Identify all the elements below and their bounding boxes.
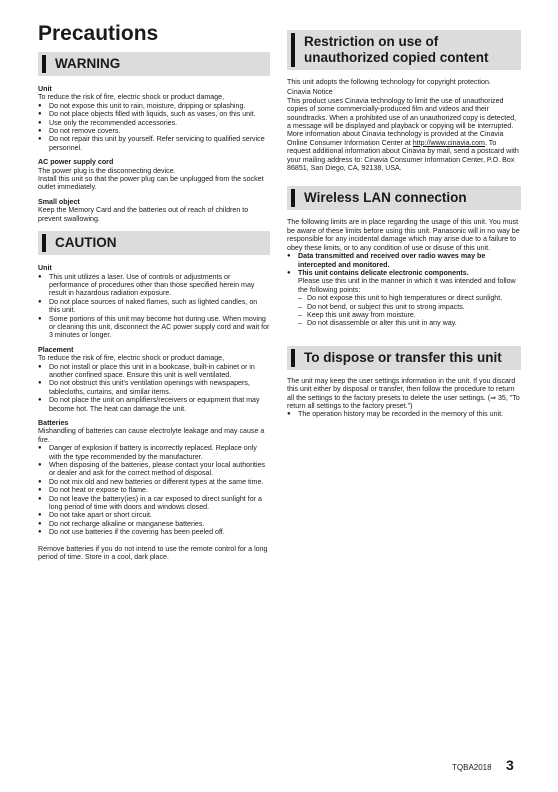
ac-cord-line2: Install this unit so that the power plug can be unplugged from the socket outlet immediately. — [38, 175, 264, 192]
list-item: – Do not disassemble or alter this unit in any way. — [298, 319, 521, 327]
ac-cord-line1: The power plug is the disconnecting device. — [38, 166, 176, 175]
list-item: ● This unit utilizes a laser. Use of controls or adjustments or performance of procedures other than those specified herein may result in hazardous radiation exposure. — [38, 273, 270, 298]
list-item: – Do not bend, or subject this unit to strong impacts. — [298, 303, 521, 311]
list-item: ● Do not remove covers. — [38, 127, 270, 135]
list-item: ● The operation history may be recorded in the memory of this unit. — [287, 410, 521, 418]
cinavia-link[interactable]: http://www.cinavia.com — [412, 138, 485, 147]
list-item: ● Do not heat or expose to flame. — [38, 486, 270, 494]
wireless-intro: The following limits are in place regarding the usage of this unit. You must be aware of these limits before using this unit. Panasonic will in no way be responsible for any incidental damage which may arise due to a failure to obey these limits, or to any condition of use or disuse of this unit. — [287, 218, 520, 252]
list-item: – Do not expose this unit to high temperatures or direct sunlight. — [298, 294, 521, 302]
list-item: ● Do not mix old and new batteries or different types at the same time. — [38, 478, 270, 486]
page-number: 3 — [506, 757, 514, 773]
warning-unit-intro: To reduce the risk of fire, electric shock or product damage, — [38, 93, 225, 102]
small-object-text: Keep the Memory Card and the batteries out of reach of children to prevent swallowing. — [38, 206, 249, 223]
wireless-list — [287, 252, 521, 277]
list-item: ● Do not install or place this unit in a bookcase, built-in cabinet or in another confined space. Ensure this unit is well ventilated. — [38, 363, 270, 380]
list-item: ● Do not take apart or short circuit. — [38, 511, 270, 519]
warning-unit-title: Unit — [38, 85, 52, 93]
cinavia-notice-title: Cinavia Notice — [287, 88, 333, 97]
caution-heading: CAUTION — [38, 231, 270, 255]
restriction-heading: Restriction on use of unauthorized copied content — [287, 30, 521, 70]
dispose-list — [287, 410, 521, 418]
list-item: – Keep this unit away from moisture. — [298, 311, 521, 319]
caution-unit-list — [38, 273, 270, 340]
batteries-title: Batteries — [38, 419, 69, 427]
placement-list — [38, 363, 270, 413]
list-item: ● Do not leave the battery(ies) in a car exposed to direct sunlight for a long period of time with doors and windows closed. — [38, 495, 270, 512]
wireless-heading: Wireless LAN connection — [287, 186, 521, 210]
page-title: Precautions — [38, 22, 159, 45]
list-item: ● Danger of explosion if battery is incorrectly replaced. Replace only with the type recommended by the manufacturer. — [38, 444, 270, 461]
list-item: ● Do not use batteries if the covering has been peeled off. — [38, 528, 270, 536]
document-code: TQBA2018 — [452, 763, 492, 772]
restriction-intro: This unit adopts the following technology for copyright protection. — [287, 78, 491, 86]
list-item: ● Do not repair this unit by yourself. Refer servicing to qualified service personnel. — [38, 135, 270, 152]
list-item: ● Do not place the unit on amplifiers/receivers or equipment that may become hot. The heat can damage the unit. — [38, 396, 270, 413]
list-item: ● Use only the recommended accessories. — [38, 119, 270, 127]
list-item: ● Do not expose this unit to rain, moisture, dripping or splashing. — [38, 102, 270, 110]
more-info-text: More information about Cinavia technology is provided at the Cinavia Online Consumer Information Center at — [287, 130, 504, 147]
wireless-dash-list — [287, 294, 521, 328]
warning-heading: WARNING — [38, 52, 270, 76]
list-item: ● Some portions of this unit may become hot during use. When moving or cleaning this unit, disconnect the AC power supply cord and wait for 3 minutes or longer. — [38, 315, 270, 340]
postcard-text: . To request additional information about Cinavia by mail, send a postcard with your mailing address to: Cinavia Consumer Information Center, P.O. Box 86851, San Diego, CA, 92138, USA. — [287, 138, 519, 173]
cinavia-more-info — [287, 130, 521, 172]
list-item: ● Do not place sources of naked flames, such as lighted candles, on this unit. — [38, 298, 270, 315]
list-item: ● This unit contains delicate electronic components. — [287, 269, 521, 277]
list-item: ● Do not obstruct this unit's ventilation openings with newspapers, tablecloths, curtains, and similar items. — [38, 379, 270, 396]
dispose-text: The unit may keep the user settings information in the unit. If you discard this unit either by disposal or transfer, then follow the procedure to return all the settings to the factory presets to delete the user settings. (⇒ 35, "To return all settings to the factory preset.") — [287, 376, 520, 410]
placement-intro: To reduce the risk of fire, electric shock or product damage, — [38, 354, 225, 363]
list-item: ● Data transmitted and received over radio waves may be intercepted and monitored. — [287, 252, 521, 269]
wireless-bullet2-text: Please use this unit in the manner in which it was intended and follow the following points: — [298, 277, 516, 294]
cinavia-notice-text: This product uses Cinavia technology to limit the use of unauthorized copies of some commercially-produced film and videos and their soundtracks. When a prohibited use of an unauthorized copy is detected, a message will be displayed and playback or copying will be interrupted. — [287, 96, 517, 131]
right-column — [287, 30, 521, 419]
left-column — [38, 52, 270, 562]
small-object-title: Small object — [38, 197, 80, 206]
batteries-list — [38, 444, 270, 536]
dispose-heading: To dispose or transfer this unit — [287, 346, 521, 370]
caution-unit-title: Unit — [38, 264, 52, 273]
list-item: ● Do not recharge alkaline or manganese batteries. — [38, 520, 270, 528]
remove-batteries-text: Remove batteries if you do not intend to use the remote control for a long period of time. Store in a cool, dark place. — [38, 544, 268, 562]
warning-unit-list — [38, 102, 270, 152]
placement-title: Placement — [38, 345, 74, 354]
list-item: ● When disposing of the batteries, please contact your local authorities or dealer and ask for the correct method of disposal. — [38, 461, 270, 478]
batteries-intro: Mishandling of batteries can cause electrolyte leakage and may cause a fire. — [38, 427, 265, 444]
ac-cord-title: AC power supply cord — [38, 158, 114, 167]
list-item: ● Do not place objects filled with liquids, such as vases, on this unit. — [38, 110, 270, 118]
